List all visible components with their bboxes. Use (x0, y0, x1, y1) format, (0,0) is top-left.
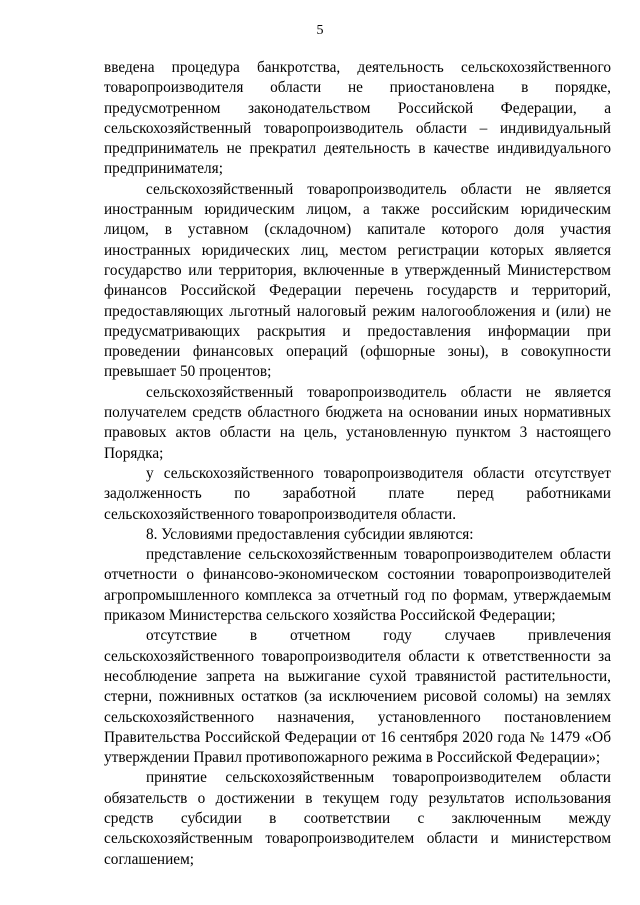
document-body (104, 58, 611, 870)
paragraph-obligations-acceptance: принятие сельскохозяйственным товаропроизводителем области обязательств о достижении в текущем году результатов использования средств субсидии в соответствии с заключенным между сельскохозяйственным товаропроизводителем области и министерством соглашением; (104, 769, 611, 868)
paragraph-no-wage-arrears: у сельскохозяйственного товаропроизводителя области отсутствует задолженность по заработной плате перед работниками сельскохозяйственного товаропроизводителя области. (104, 464, 611, 523)
paragraph-no-burning-violations: отсутствие в отчетном году случаев привлечения сельскохозяйственного товаропроизводителя области к ответственности за несоблюдение запрета на выжигание сухой травянистой растительности, стерни, пожнивных остатков (за исключением рисовой соломы) на землях сельскохозяйственного назначения, установленного постановлением Правительства Российской Федерации от 16 сентября 2020 года № 1479 «Об утверждении Правил противопожарного режима в Российской Федерации»; (104, 627, 611, 767)
paragraph-reporting-condition: представление сельскохозяйственным товаропроизводителем области отчетности о финансово-экономическом состоянии товаропроизводителей агропромышленного комплекса за отчетный год по формам, утверждаемым приказом Министерства сельского хозяйства Российской Федерации; (104, 546, 611, 625)
paragraph-not-budget-recipient: сельскохозяйственный товаропроизводитель области не является получателем средств областного бюджета на основании иных нормативных правовых актов области на цель, установленную пунктом 3 настоящего Порядка; (104, 383, 611, 462)
paragraph-not-foreign-entity: сельскохозяйственный товаропроизводитель области не является иностранным юридическим лицом, а также российским юридическим лицом, в уставном (складочном) капитале которого доля участия иностранных юридических лиц, местом регистрации которых является государство или территория, включенные в утвержденный Министерством финансов Российской Федерации перечень государств и территорий, предоставляющих льготный налоговый режим налогообложения и (или) не предусматривающих раскрытия и предоставления информации при проведении финансовых операций (офшорные зоны), в совокупности превышает 50 процентов; (104, 180, 611, 381)
paragraph-section-8-heading: 8. Условиями предоставления субсидии являются: (146, 525, 474, 543)
page-number: 5 (316, 23, 324, 38)
paragraph-bankruptcy-continuation: введена процедура банкротства, деятельность сельскохозяйственного товаропроизводителя области не приостановлена в порядке, предусмотренном законодательством Российской Федерации, а сельскохозяйственный товаропроизводитель области – индивидуальный предприниматель не прекратил деятельность в качестве индивидуального предпринимателя; (104, 59, 611, 178)
